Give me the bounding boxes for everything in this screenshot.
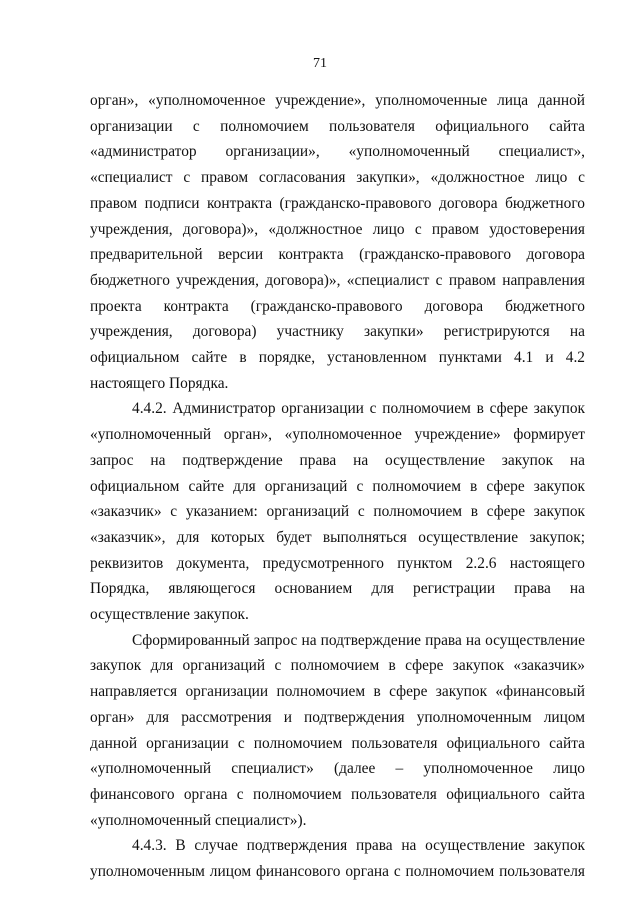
- document-body: [90, 88, 585, 885]
- paragraph-request-forwarding: Сформированный запрос на подтверждение права на осуществление закупок для организаций с полномочием в сфере закупок «заказчик» направляется организации полномочием в сфере закупок «финансовый орган» для рассмотрения и подтверждения уполномоченным лицом данной организации с полномочием пользователя официального сайта «уполномоченный специалист» (далее – уполномоченное лицо финансового органа с полномочием пользователя официального сайта «уполномоченный специалист»).: [90, 631, 585, 829]
- paragraph-4-4-2: 4.4.2. Администратор организации с полномочием в сфере закупок «уполномоченный орган», «уполномоченное учреждение» формирует запрос на подтверждение права на осуществление закупок на официальном сайте для организаций с полномочием в сфере закупок «заказчик» с указанием: организаций с полномочием в сфере закупок «заказчик», для которых будет выполняться осуществление закупок; реквизитов документа, предусмотренного пунктом 2.2.6 настоящего Порядка, являющегося основанием для регистрации права на осуществление закупок.: [90, 400, 585, 624]
- page-number: 71: [313, 56, 327, 71]
- paragraph-4-4-3: 4.4.3. В случае подтверждения права на осуществление закупок уполномоченным лицом финансового органа с полномочием пользователя: [90, 837, 585, 881]
- paragraph-continuation: орган», «уполномоченное учреждение», уполномоченные лица данной организации с полномочием пользователя официального сайта «администратор организации», «уполномоченный специалист», «специалист с правом согласования закупки», «должностное лицо с правом подписи контракта (гражданско-правового договора бюджетного учреждения, договора)», «должностное лицо с правом удостоверения предварительной версии контракта (гражданско-правового договора бюджетного учреждения, договора)», «специалист с правом направления проекта контракта (гражданско-правового договора бюджетного учреждения, договора) участнику закупки» регистрируются на официальном сайте в порядке, установленном пунктами 4.1 и 4.2 настоящего Порядка.: [90, 92, 585, 392]
